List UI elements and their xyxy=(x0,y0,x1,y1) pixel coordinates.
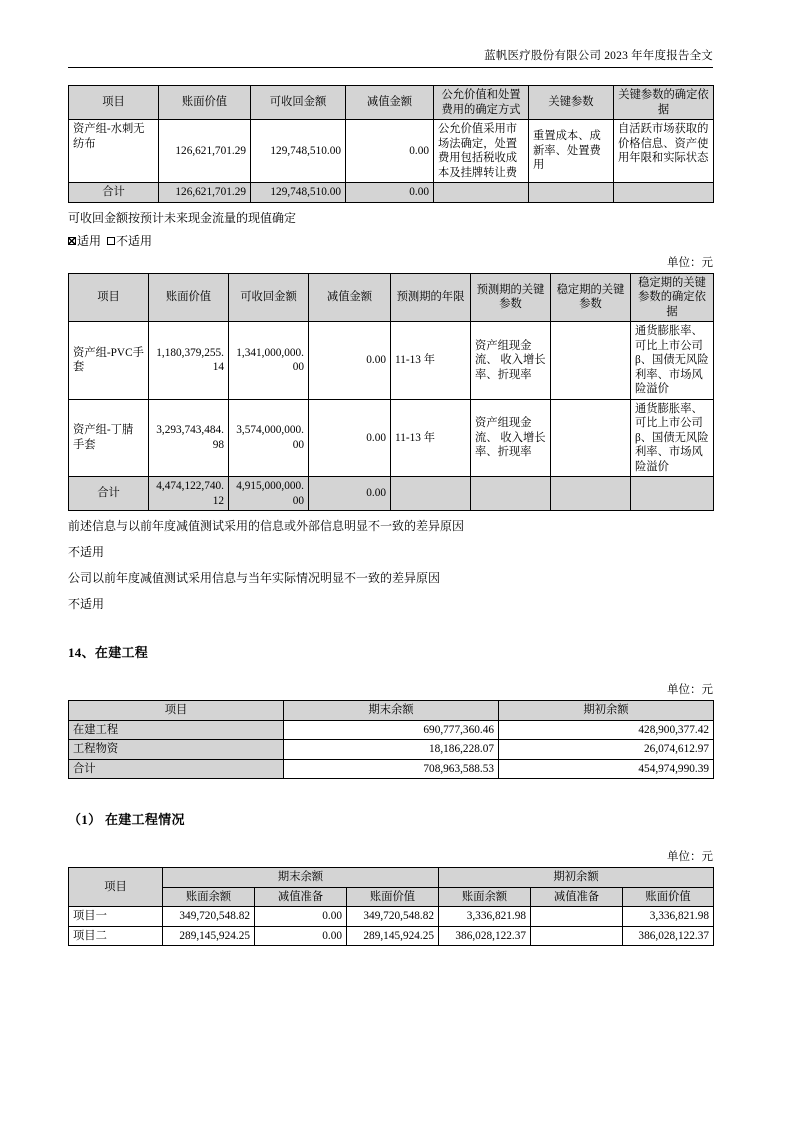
fair-value-impairment-table xyxy=(68,85,714,203)
present-value-impairment-table xyxy=(68,273,714,512)
col-item: 项目 xyxy=(69,86,159,120)
cell-beginning-balance: 428,900,377.42 xyxy=(499,720,714,740)
table-total-row xyxy=(69,477,714,511)
cell-book-value: 3,293,743,484.98 xyxy=(149,399,229,477)
cell-total-book-value: 4,474,122,740.12 xyxy=(149,477,229,511)
cell-total-forecast-params xyxy=(471,477,551,511)
table-total-row xyxy=(69,759,714,779)
cell-stable-parameter-basis: 通货膨胀率、可比上市公司β、国债无风险利率、市场风险溢价 xyxy=(631,399,714,477)
col-item: 项目 xyxy=(69,273,149,322)
cell-book-value: 126,621,701.29 xyxy=(159,120,251,183)
note-answer-1: 不适用 xyxy=(68,545,105,559)
cell-key-parameters: 重置成本、成新率、处置费用 xyxy=(529,120,614,183)
cell-total-forecast-years xyxy=(391,477,471,511)
col-impairment-amount: 减值金额 xyxy=(346,86,434,120)
construction-in-progress-detail-table xyxy=(68,867,714,946)
table-row xyxy=(69,907,714,927)
col-group-ending-balance: 期末余额 xyxy=(163,868,439,888)
col-key-parameters: 关键参数 xyxy=(529,86,614,120)
note-answer-2: 不适用 xyxy=(68,597,105,611)
note-question-2: 公司以前年度减值测试采用信息与当年实际情况明显不一致的差异原因 xyxy=(68,571,441,585)
col-stable-key-parameters: 稳定期的关键参数 xyxy=(551,273,631,322)
page-content xyxy=(68,48,713,946)
table-subheader-row xyxy=(69,887,714,907)
col-beginning-balance: 期初余额 xyxy=(499,701,714,721)
checkbox-applicable[interactable] xyxy=(68,237,76,245)
cell-total-beginning-balance: 454,974,990.39 xyxy=(499,759,714,779)
cell-total-stable-basis xyxy=(631,477,714,511)
col-begin-book-balance: 账面余额 xyxy=(439,887,531,907)
unit-label-pv-table: 单位：元 xyxy=(667,256,713,269)
section-heading-14: 14、在建工程 xyxy=(68,645,149,660)
cell-total-recoverable: 129,748,510.00 xyxy=(251,183,346,203)
cell-fair-value-method: 公允价值采用市场法确定，处置费用包括税收成本及挂牌转让费 xyxy=(434,120,529,183)
cell-forecast-key-parameters: 资产组现金流、 收入增长率、折现率 xyxy=(471,399,551,477)
col-book-value: 账面价值 xyxy=(149,273,229,322)
col-begin-book-value: 账面价值 xyxy=(623,887,714,907)
cell-total-label: 合计 xyxy=(69,183,159,203)
cell-total-label: 合计 xyxy=(69,477,149,511)
cell-item: 在建工程 xyxy=(69,720,284,740)
cell-begin-book-value: 3,336,821.98 xyxy=(623,907,714,927)
table-row xyxy=(69,926,714,946)
col-end-book-balance: 账面余额 xyxy=(163,887,255,907)
cell-total-impairment: 0.00 xyxy=(346,183,434,203)
cell-recoverable-amount: 129,748,510.00 xyxy=(251,120,346,183)
cell-end-book-balance: 289,145,924.25 xyxy=(163,926,255,946)
table-row xyxy=(69,399,714,477)
cell-end-impairment-provision: 0.00 xyxy=(255,926,347,946)
cell-total-key-parameters xyxy=(529,183,614,203)
cell-total-basis xyxy=(614,183,714,203)
cell-stable-parameter-basis: 通货膨胀率、可比上市公司β、国债无风险利率、市场风险溢价 xyxy=(631,322,714,400)
col-forecast-period-years: 预测期的年限 xyxy=(391,273,471,322)
cell-ending-balance: 18,186,228.07 xyxy=(284,740,499,760)
applicability-checkboxes xyxy=(68,233,713,250)
cell-end-book-value: 289,145,924.25 xyxy=(347,926,439,946)
col-begin-impairment-provision: 减值准备 xyxy=(531,887,623,907)
cell-end-book-balance: 349,720,548.82 xyxy=(163,907,255,927)
cell-total-ending-balance: 708,963,588.53 xyxy=(284,759,499,779)
col-ending-balance: 期末余额 xyxy=(284,701,499,721)
col-end-book-value: 账面价值 xyxy=(347,887,439,907)
cell-recoverable-amount: 1,341,000,000.00 xyxy=(229,322,309,400)
subsection-heading-1: （1） 在建工程情况 xyxy=(68,812,185,827)
col-item: 项目 xyxy=(69,868,163,907)
cell-begin-book-balance: 386,028,122.37 xyxy=(439,926,531,946)
cell-recoverable-amount: 3,574,000,000.00 xyxy=(229,399,309,477)
checkbox-not-applicable[interactable] xyxy=(107,237,115,245)
cell-item: 项目一 xyxy=(69,907,163,927)
cell-forecast-key-parameters: 资产组现金流、 收入增长率、折现率 xyxy=(471,322,551,400)
cell-total-book-value: 126,621,701.29 xyxy=(159,183,251,203)
cell-item: 项目二 xyxy=(69,926,163,946)
cell-book-value: 1,180,379,255.14 xyxy=(149,322,229,400)
label-not-applicable: 不适用 xyxy=(116,233,153,248)
cell-total-label: 合计 xyxy=(69,759,284,779)
col-forecast-key-parameters: 预测期的关键参数 xyxy=(471,273,551,322)
cell-stable-key-parameters xyxy=(551,399,631,477)
running-header: 蓝帆医疗股份有限公司 2023 年年度报告全文 xyxy=(484,50,713,62)
table-row xyxy=(69,720,714,740)
unit-label-section14: 单位：元 xyxy=(667,684,713,696)
table-total-row xyxy=(69,183,714,203)
cell-stable-key-parameters xyxy=(551,322,631,400)
unit-label-subsection1: 单位：元 xyxy=(667,851,713,863)
cell-total-recoverable: 4,915,000,000.00 xyxy=(229,477,309,511)
label-applicable: 适用 xyxy=(77,233,102,248)
table-header-row xyxy=(69,273,714,322)
cell-end-book-value: 349,720,548.82 xyxy=(347,907,439,927)
cell-item: 资产组-水刺无纺布 xyxy=(69,120,159,183)
cell-key-parameter-basis: 自活跃市场获取的价格信息、资产使用年限和实际状态 xyxy=(614,120,714,183)
col-group-beginning-balance: 期初余额 xyxy=(439,868,714,888)
cell-ending-balance: 690,777,360.46 xyxy=(284,720,499,740)
cell-beginning-balance: 26,074,612.97 xyxy=(499,740,714,760)
col-book-value: 账面价值 xyxy=(159,86,251,120)
cell-item: 资产组-PVC手套 xyxy=(69,322,149,400)
header-divider-rule xyxy=(68,67,713,68)
table-header-row xyxy=(69,701,714,721)
table-row xyxy=(69,322,714,400)
note-question-1: 前述信息与以前年度减值测试采用的信息或外部信息明显不一致的差异原因 xyxy=(68,519,465,533)
cell-begin-impairment-provision xyxy=(531,907,623,927)
cell-impairment-amount: 0.00 xyxy=(309,399,391,477)
table-header-row xyxy=(69,86,714,120)
present-value-note: 可收回金额按预计未来现金流量的现值确定 xyxy=(68,210,297,225)
col-recoverable-amount: 可收回金额 xyxy=(229,273,309,322)
cell-item: 资产组-丁腈手套 xyxy=(69,399,149,477)
col-end-impairment-provision: 减值准备 xyxy=(255,887,347,907)
col-stable-parameter-basis: 稳定期的关键参数的确定依据 xyxy=(631,273,714,322)
cell-impairment-amount: 0.00 xyxy=(346,120,434,183)
cell-begin-impairment-provision xyxy=(531,926,623,946)
col-key-parameter-basis: 关键参数的确定依据 xyxy=(614,86,714,120)
col-item: 项目 xyxy=(69,701,284,721)
table-group-header-row xyxy=(69,868,714,888)
cell-impairment-amount: 0.00 xyxy=(309,322,391,400)
cell-forecast-period-years: 11-13 年 xyxy=(391,322,471,400)
col-recoverable-amount: 可收回金额 xyxy=(251,86,346,120)
cell-item: 工程物资 xyxy=(69,740,284,760)
cell-begin-book-balance: 3,336,821.98 xyxy=(439,907,531,927)
table-row xyxy=(69,740,714,760)
cell-begin-book-value: 386,028,122.37 xyxy=(623,926,714,946)
col-fair-value-method: 公允价值和处置费用的确定方式 xyxy=(434,86,529,120)
cell-total-fv-method xyxy=(434,183,529,203)
cell-total-impairment: 0.00 xyxy=(309,477,391,511)
construction-in-progress-summary-table xyxy=(68,700,714,779)
cell-end-impairment-provision: 0.00 xyxy=(255,907,347,927)
table-row xyxy=(69,120,714,183)
col-impairment-amount: 减值金额 xyxy=(309,273,391,322)
cell-total-stable-params xyxy=(551,477,631,511)
cell-forecast-period-years: 11-13 年 xyxy=(391,399,471,477)
